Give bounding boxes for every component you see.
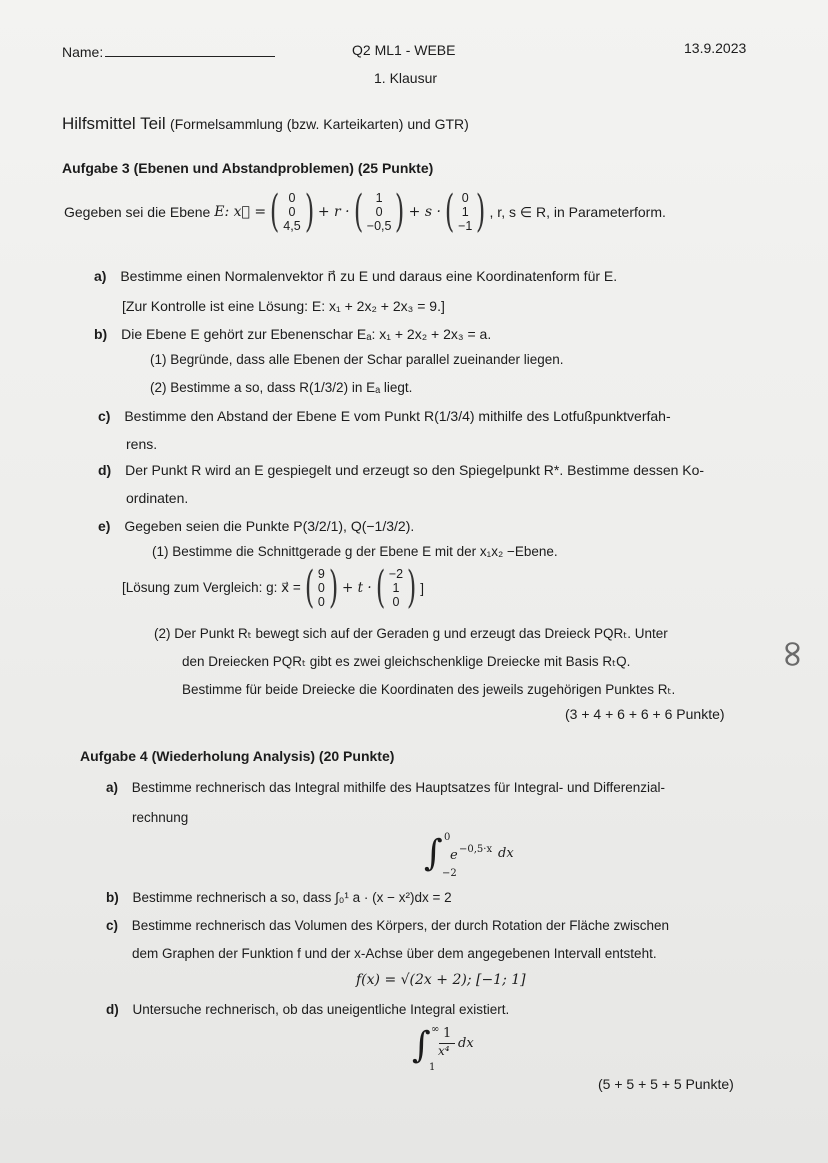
integral-sign: ∫ — [412, 1025, 431, 1066]
task3-a — [94, 268, 617, 285]
intro-post: , r, s ∈ R, in Parameterform. — [489, 203, 666, 220]
task3-c-text: Bestimme den Abstand der Ebene E vom Punkt R(1/3/4) mithilfe des Lotfußpunktverfah- — [124, 408, 671, 424]
integral-lower: −2 — [442, 868, 457, 879]
task3-c — [98, 408, 671, 424]
task4-b — [106, 890, 452, 905]
task3-a-hint: [Zur Kontrolle ist eine Lösung: E: x₁ + 2x₂ + 2x₃ = 9.] — [122, 298, 445, 314]
item-label: b) — [106, 890, 119, 905]
course-title: Q2 ML1 - WEBE — [352, 42, 456, 58]
task3-a-text: Bestimme einen Normalenvektor n⃗ zu E und daraus eine Koordinatenform für E. — [120, 268, 618, 284]
integral-upper: ∞ — [431, 1024, 440, 1035]
vec-entry: 0 — [317, 595, 325, 609]
item-label: d) — [98, 462, 112, 478]
task4-c-function: f(x) = √(2x + 2); [−1; 1] — [356, 972, 526, 988]
vec-entry: 9 — [317, 567, 325, 581]
integral-sign: ∫ — [424, 833, 443, 874]
solution-pre: [Lösung zum Vergleich: g: x⃗ = — [122, 580, 301, 595]
name-label: Name: — [62, 44, 104, 60]
task3-d-text-cont: ordinaten. — [126, 490, 189, 506]
integral-lower: 1 — [429, 1062, 436, 1073]
plus-s: + s · — [408, 204, 441, 220]
vec-entry: 0 — [375, 205, 383, 219]
item-label: b) — [94, 326, 108, 342]
vec-entry: 0 — [317, 581, 325, 595]
vec-entry: 0 — [392, 595, 400, 609]
task3-points: (3 + 4 + 6 + 6 + 6 Punkte) — [565, 706, 725, 722]
fraction-denominator: x⁴ — [438, 1044, 450, 1058]
line-direction-vector: ( −2 1 0 ) — [375, 562, 417, 613]
fraction-numerator: 1 — [443, 1026, 452, 1041]
vec-entry: −2 — [388, 567, 404, 581]
integral-upper: 0 — [444, 832, 451, 843]
task3-e2-line1: (2) Der Punkt Rₜ bewegt sich auf der Geraden g und erzeugt das Dreieck PQRₜ. Unter — [154, 626, 668, 641]
name-field — [62, 44, 275, 60]
vec-entry: 0 — [288, 205, 296, 219]
plus-r: + r · — [317, 204, 350, 220]
vec-entry: 1 — [375, 191, 383, 205]
task3-e-text: Gegeben seien die Punkte P(3/2/1), Q(−1/3/2). — [124, 518, 415, 534]
vec-entry: 1 — [461, 205, 469, 219]
item-label: a) — [106, 780, 119, 795]
vec-entry: 0 — [288, 191, 296, 205]
task3-e — [98, 518, 414, 534]
intro-text: Gegeben sei die Ebene — [64, 204, 211, 220]
task3-plane-definition — [64, 186, 666, 237]
task4-a — [106, 780, 665, 795]
integrand-base: e — [450, 848, 458, 863]
exam-label: 1. Klausur — [374, 70, 438, 86]
task3-title: Aufgabe 3 (Ebenen und Abstandproblemen) (25 Punkte) — [62, 160, 434, 176]
task4-points: (5 + 5 + 5 + 5 Punkte) — [598, 1076, 734, 1092]
line-support-vector: ( 9 0 0 ) — [304, 562, 339, 613]
plus-t: + t · — [342, 580, 372, 596]
vector-direction-2: ( 0 1 −1 ) — [444, 186, 486, 237]
section-subtitle: (Formelsammlung (bzw. Karteikarten) und GTR) — [170, 116, 469, 132]
vec-entry: 0 — [461, 191, 469, 205]
vec-entry: 4,5 — [283, 219, 301, 233]
task3-d — [98, 462, 704, 478]
vec-entry: 1 — [392, 581, 400, 595]
integrand-exponent: −0,5·x — [459, 844, 493, 855]
item-label: c) — [106, 918, 119, 933]
task4-a-text-cont: rechnung — [132, 810, 189, 825]
vec-entry: −1 — [458, 219, 473, 233]
task4-c-text-cont: dem Graphen der Funktion f und der x-Achse über dem angegebenen Intervall entsteht. — [132, 946, 657, 961]
task3-e2-line2: den Dreiecken PQRₜ gibt es zwei gleichschenklige Dreiecke mit Basis RₜQ. — [182, 654, 631, 669]
item-label: d) — [106, 1002, 119, 1017]
task3-e1: (1) Bestimme die Schnittgerade g der Ebene E mit der x₁x₂ −Ebene. — [152, 544, 558, 559]
task4-c — [106, 918, 669, 933]
task3-e-solution — [122, 562, 425, 613]
task3-c-text-cont: rens. — [126, 436, 158, 452]
name-line — [105, 44, 275, 57]
task3-b — [94, 326, 491, 342]
exam-date: 13.9.2023 — [684, 40, 747, 56]
plane-lhs: E: x⃗ = — [214, 204, 267, 220]
task4-c-text: Bestimme rechnerisch das Volumen des Körpers, der durch Rotation der Fläche zwischen — [131, 918, 670, 933]
item-label: e) — [98, 518, 111, 534]
task3-e2-line3: Bestimme für beide Dreiecke die Koordinaten des jeweils zugehörigen Punktes Rₜ. — [182, 682, 676, 697]
vector-direction-1: ( 1 0 −0,5 ) — [353, 186, 405, 237]
task4-a-text: Bestimme rechnerisch das Integral mithilfe des Hauptsatzes für Integral- und Differenzial- — [131, 780, 666, 795]
task4-title: Aufgabe 4 (Wiederholung Analysis) (20 Punkte) — [80, 748, 395, 764]
task4-d — [106, 1002, 509, 1017]
task3-d-text: Der Punkt R wird an E gespiegelt und erzeugt so den Spiegelpunkt R*. Bestimme dessen Ko- — [125, 462, 705, 478]
integral-dx: dx — [498, 846, 514, 861]
integral-dx: dx — [458, 1036, 474, 1051]
section-heading — [62, 114, 469, 134]
item-label: c) — [98, 408, 111, 424]
section-title: Hilfsmittel Teil — [62, 114, 166, 133]
task4-b-text: Bestimme rechnerisch a so, dass ∫₀¹ a · (x − x²)dx = 2 — [132, 890, 452, 905]
task3-b-text: Die Ebene E gehört zur Ebenenschar Eₐ: x₁ + 2x₂ + 2x₃ = a. — [121, 326, 492, 342]
handwritten-mark: ∞ — [771, 638, 816, 670]
solution-post: ] — [420, 580, 425, 596]
task3-b2: (2) Bestimme a so, dass R(1/3/2) in Eₐ liegt. — [150, 380, 413, 395]
vec-entry: −0,5 — [366, 219, 392, 233]
vector-support: ( 0 0 4,5 ) — [269, 186, 314, 237]
task3-b1: (1) Begründe, dass alle Ebenen der Schar parallel zueinander liegen. — [150, 352, 564, 367]
task4-d-text: Untersuche rechnerisch, ob das uneigentliche Integral existiert. — [132, 1002, 510, 1017]
item-label: a) — [94, 268, 107, 284]
